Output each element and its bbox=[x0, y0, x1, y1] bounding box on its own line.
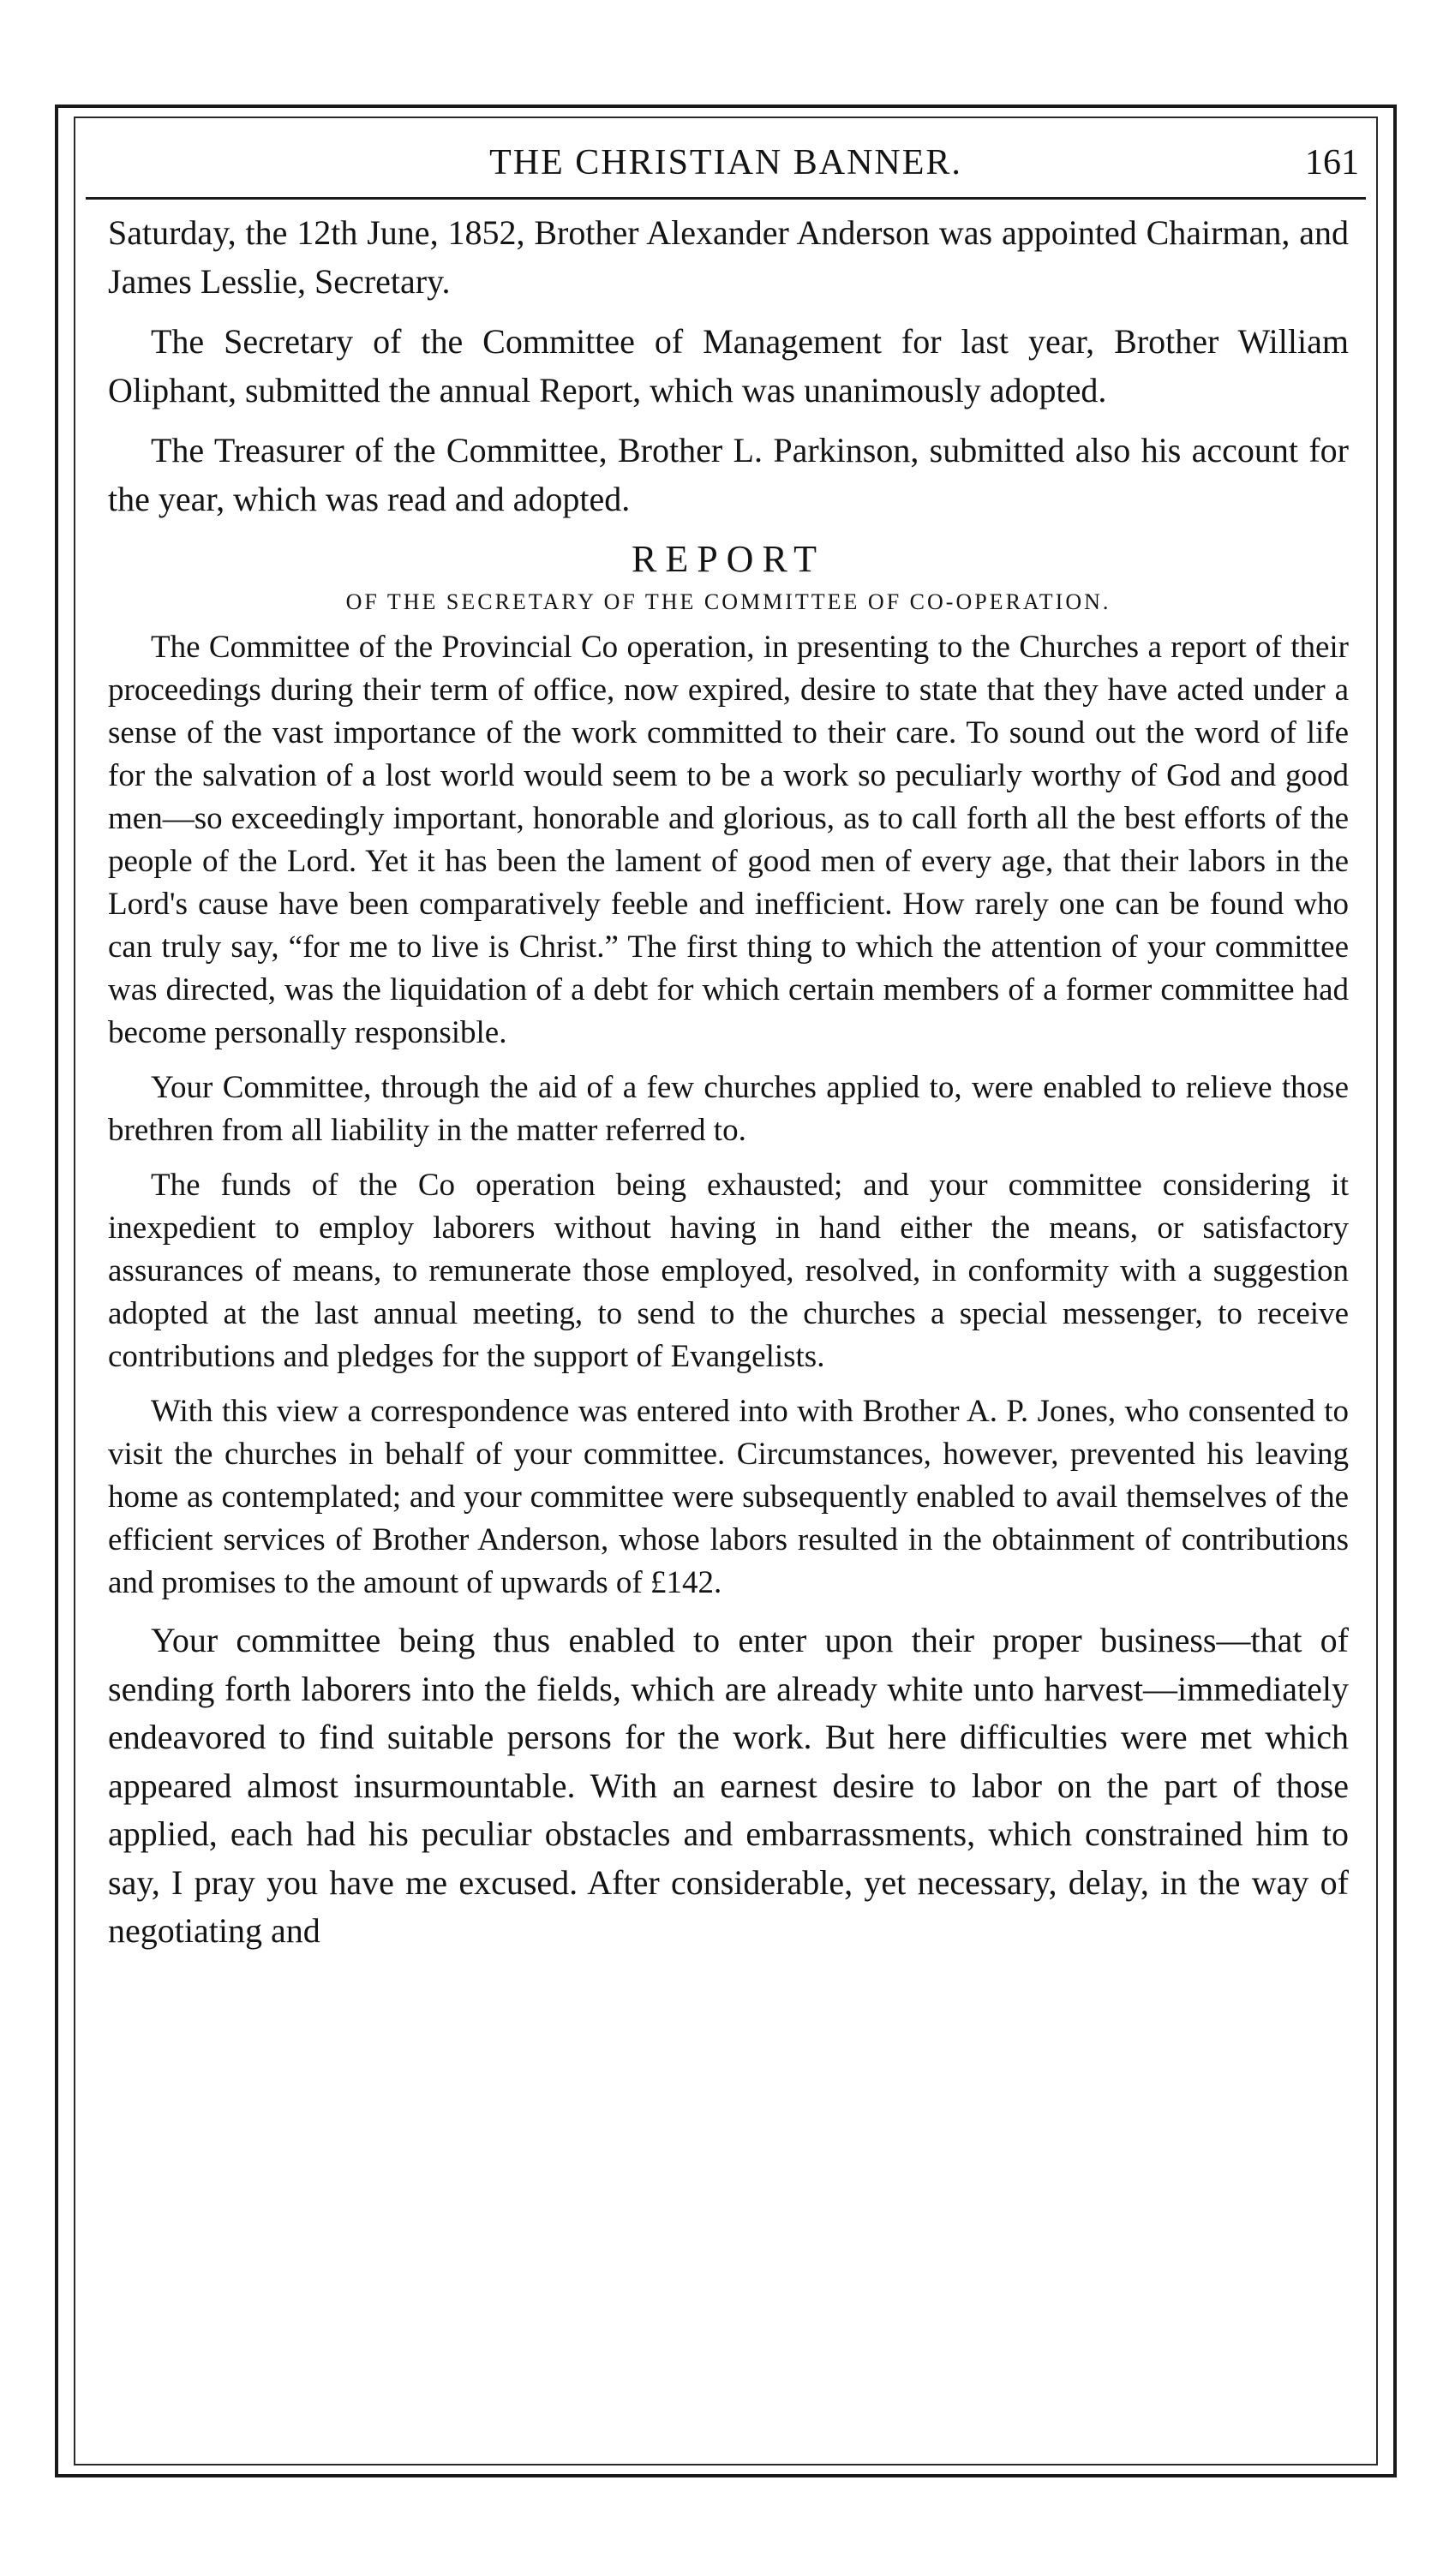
page-content bbox=[108, 209, 1349, 1968]
header-rule bbox=[86, 197, 1366, 200]
journal-title: THE CHRISTIAN BANNER. bbox=[489, 143, 962, 182]
report-paragraph: The Committee of the Provincial Co operation, in presenting to the Churches a report of their proceedings during their term of office, now expired, desire to state that they have acted under a sense of the vast importance of the work committed to their care. To sound out the word of life for the salvation of a lost world would seem to be a work so peculiarly worthy of God and good men—so exceedingly important, honorable and glorious, as to call forth all the best efforts of the people of the Lord. Yet it has been the lament of good men of every age, that their labors in the Lord's cause have been comparatively feeble and inefficient. How rarely one can be found who can truly say, “for me to live is Christ.” The first thing to which the attention of your committee was directed, was the liquidation of a debt for which certain members of a former committee had become personally responsible. bbox=[108, 630, 1349, 1050]
report-paragraph: Your committee being thus enabled to enter upon their proper business—that of sending forth laborers into the fields, which are already white unto harvest—immediately endeavored to find suitable persons for the work. But here difficulties were met which appeared almost insurmountable. With an earnest desire to labor on the part of those applied, each had his peculiar obstacles and embarrassments, which constrained him to say, I pray you have me excused. After considerable, yet necessary, delay, in the way of negotiating and bbox=[108, 1621, 1349, 1950]
minutes-paragraph: The Secretary of the Committee of Management for last year, Brother William Oliphant, submitted the annual Report, which was unanimously adopted. bbox=[108, 322, 1349, 409]
running-header bbox=[86, 137, 1366, 194]
minutes-paragraph: Saturday, the 12th June, 1852, Brother Alexander Anderson was appointed Chairman, and James Lesslie, Secretary. bbox=[108, 213, 1349, 301]
report-paragraph: Your Committee, through the aid of a few churches applied to, were enabled to relieve those brethren from all liability in the matter referred to. bbox=[108, 1070, 1349, 1148]
report-paragraph: The funds of the Co operation being exhausted; and your committee considering it inexpedient to employ laborers without having in hand either the means, or satisfactory assurances of means, to remunerate those employed, resolved, in conformity with a suggestion adopted at the last annual meeting, to send to the churches a special messenger, to receive contributions and pledges for the support of Evangelists. bbox=[108, 1168, 1349, 1374]
page-number: 161 bbox=[1305, 143, 1359, 182]
report-paragraph: With this view a correspondence was entered into with Brother A. P. Jones, who consented to visit the churches in behalf of your committee. Circumstances, however, prevented his leaving home as contemplated; and your committee were subsequently enabled to avail themselves of the efficient services of Brother Anderson, whose labors resulted in the obtainment of contributions and promises to the amount of upwards of £142. bbox=[108, 1394, 1349, 1600]
minutes-paragraph: The Treasurer of the Committee, Brother L. Parkinson, submitted also his account for the year, which was read and adopted. bbox=[108, 431, 1349, 518]
report-heading: REPORT bbox=[631, 538, 826, 580]
report-subheading: OF THE SECRETARY OF THE COMMITTEE OF CO-OPERATION. bbox=[345, 589, 1111, 614]
